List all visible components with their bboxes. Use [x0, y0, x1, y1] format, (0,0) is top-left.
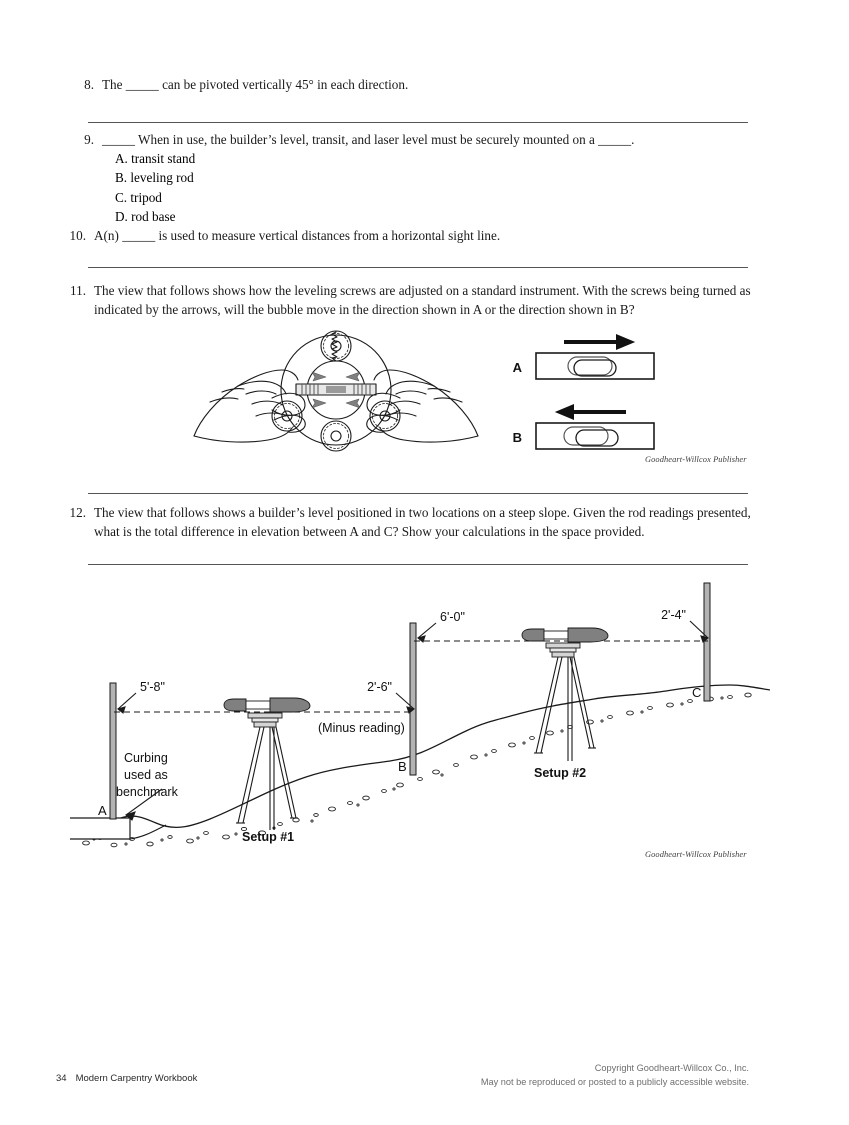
book-title: Modern Carpentry Workbook: [75, 1073, 198, 1084]
question-11-text: The view that follows shows how the leveling screws are adjusted on a standard instrument. With the screws being turned as indicated by the arrows, will the bubble move in the direction shown in A or the direction shown in B?: [94, 283, 751, 317]
leveling-screw-bottom: [321, 421, 351, 451]
page-number: 34: [56, 1073, 67, 1084]
question-11-number: 11.: [70, 283, 86, 298]
point-b-label: B: [398, 759, 407, 774]
setup-2-label: Setup #2: [534, 766, 587, 780]
choice-c[interactable]: C. tripod: [115, 189, 162, 205]
copyright-line-2: May not be reproduced or posted to a publicly accessible website.: [480, 1076, 749, 1087]
choice-b[interactable]: B. leveling rod: [115, 170, 194, 186]
benchmark-note-line-1: Curbing: [124, 751, 168, 765]
question-8-text: The _____ can be pivoted vertically 45° in each direction.: [102, 77, 409, 92]
choice-a[interactable]: A. transit stand: [115, 151, 196, 166]
setup-1-label: Setup #1: [242, 830, 295, 844]
answer-rule-12: [88, 564, 748, 565]
leveling-rod-c: [704, 583, 710, 701]
leveling-rod-b: [410, 623, 416, 775]
figure-12-svg: [70, 575, 770, 850]
question-10: [60, 227, 760, 246]
question-11: [60, 282, 752, 319]
figure-11-svg: [186, 328, 756, 473]
question-8: [68, 76, 758, 95]
right-hand-illustration: [367, 370, 478, 442]
answer-rule-10: [88, 267, 748, 268]
benchmark-note-line-3: benchmark: [116, 785, 178, 799]
leader-arrow-a: [118, 693, 136, 713]
builders-level-setup-1: [224, 698, 310, 830]
choice-d[interactable]: D. rod base: [115, 208, 176, 224]
benchmark-note-line-2: used as: [124, 768, 168, 782]
figure-12-credit: Goodheart-Willcox Publisher: [645, 850, 747, 859]
point-c-label: C: [692, 685, 702, 700]
question-9: [68, 131, 758, 150]
arrow-right-icon: [564, 337, 630, 347]
question-10-number: 10.: [69, 228, 86, 243]
left-hand-illustration: [194, 370, 305, 442]
reading-b-minus-text: 2'-6": [367, 680, 392, 694]
question-10-text: A(n) _____ is used to measure vertical distances from a horizontal sight line.: [94, 228, 501, 243]
vial-option-b: [536, 407, 654, 449]
point-a-label: A: [98, 803, 107, 818]
vial-bubble: [326, 386, 346, 393]
vial-b-label: B: [512, 430, 522, 445]
arrow-left-icon: [560, 407, 626, 417]
question-9-choices: [115, 149, 515, 226]
figure-11-credit: Goodheart-Willcox Publisher: [645, 455, 747, 464]
gravel-pebbles: [83, 693, 752, 847]
copyright-line-1: Copyright Goodheart-Willcox Co., Inc.: [594, 1063, 749, 1073]
vial-a-label: A: [512, 360, 522, 375]
reading-b-plus-text: 6'-0": [440, 610, 465, 624]
reading-c-text: 2'-4": [661, 608, 686, 622]
reading-a-text: 5'-8": [140, 680, 165, 694]
question-9-number: 9.: [84, 132, 94, 147]
divider-rule-11-12: [88, 493, 748, 494]
footer-left: [56, 1073, 197, 1084]
footer-copyright: [481, 1062, 749, 1090]
question-12: [60, 504, 752, 541]
question-12-text: The view that follows shows a builder’s level positioned in two locations on a steep slope. Given the rod readings presented, what is the total difference in elevation between A and C? Show your calculations in the space provided.: [94, 505, 751, 539]
minus-reading-note: (Minus reading): [318, 721, 405, 735]
question-9-text: _____ When in use, the builder’s level, transit, and laser level must be securely mounted on a _____.: [102, 132, 635, 147]
ground-line: [70, 685, 770, 833]
leader-arrow-b-plus: [418, 623, 436, 642]
question-12-number: 12.: [69, 505, 86, 520]
vial-option-a: [536, 337, 654, 379]
figure-leveling-slope: [70, 575, 770, 850]
question-8-number: 8.: [84, 77, 94, 92]
figure-leveling-screws: [186, 328, 756, 473]
builders-level-setup-2: [522, 628, 608, 761]
answer-rule-8: [88, 122, 748, 123]
